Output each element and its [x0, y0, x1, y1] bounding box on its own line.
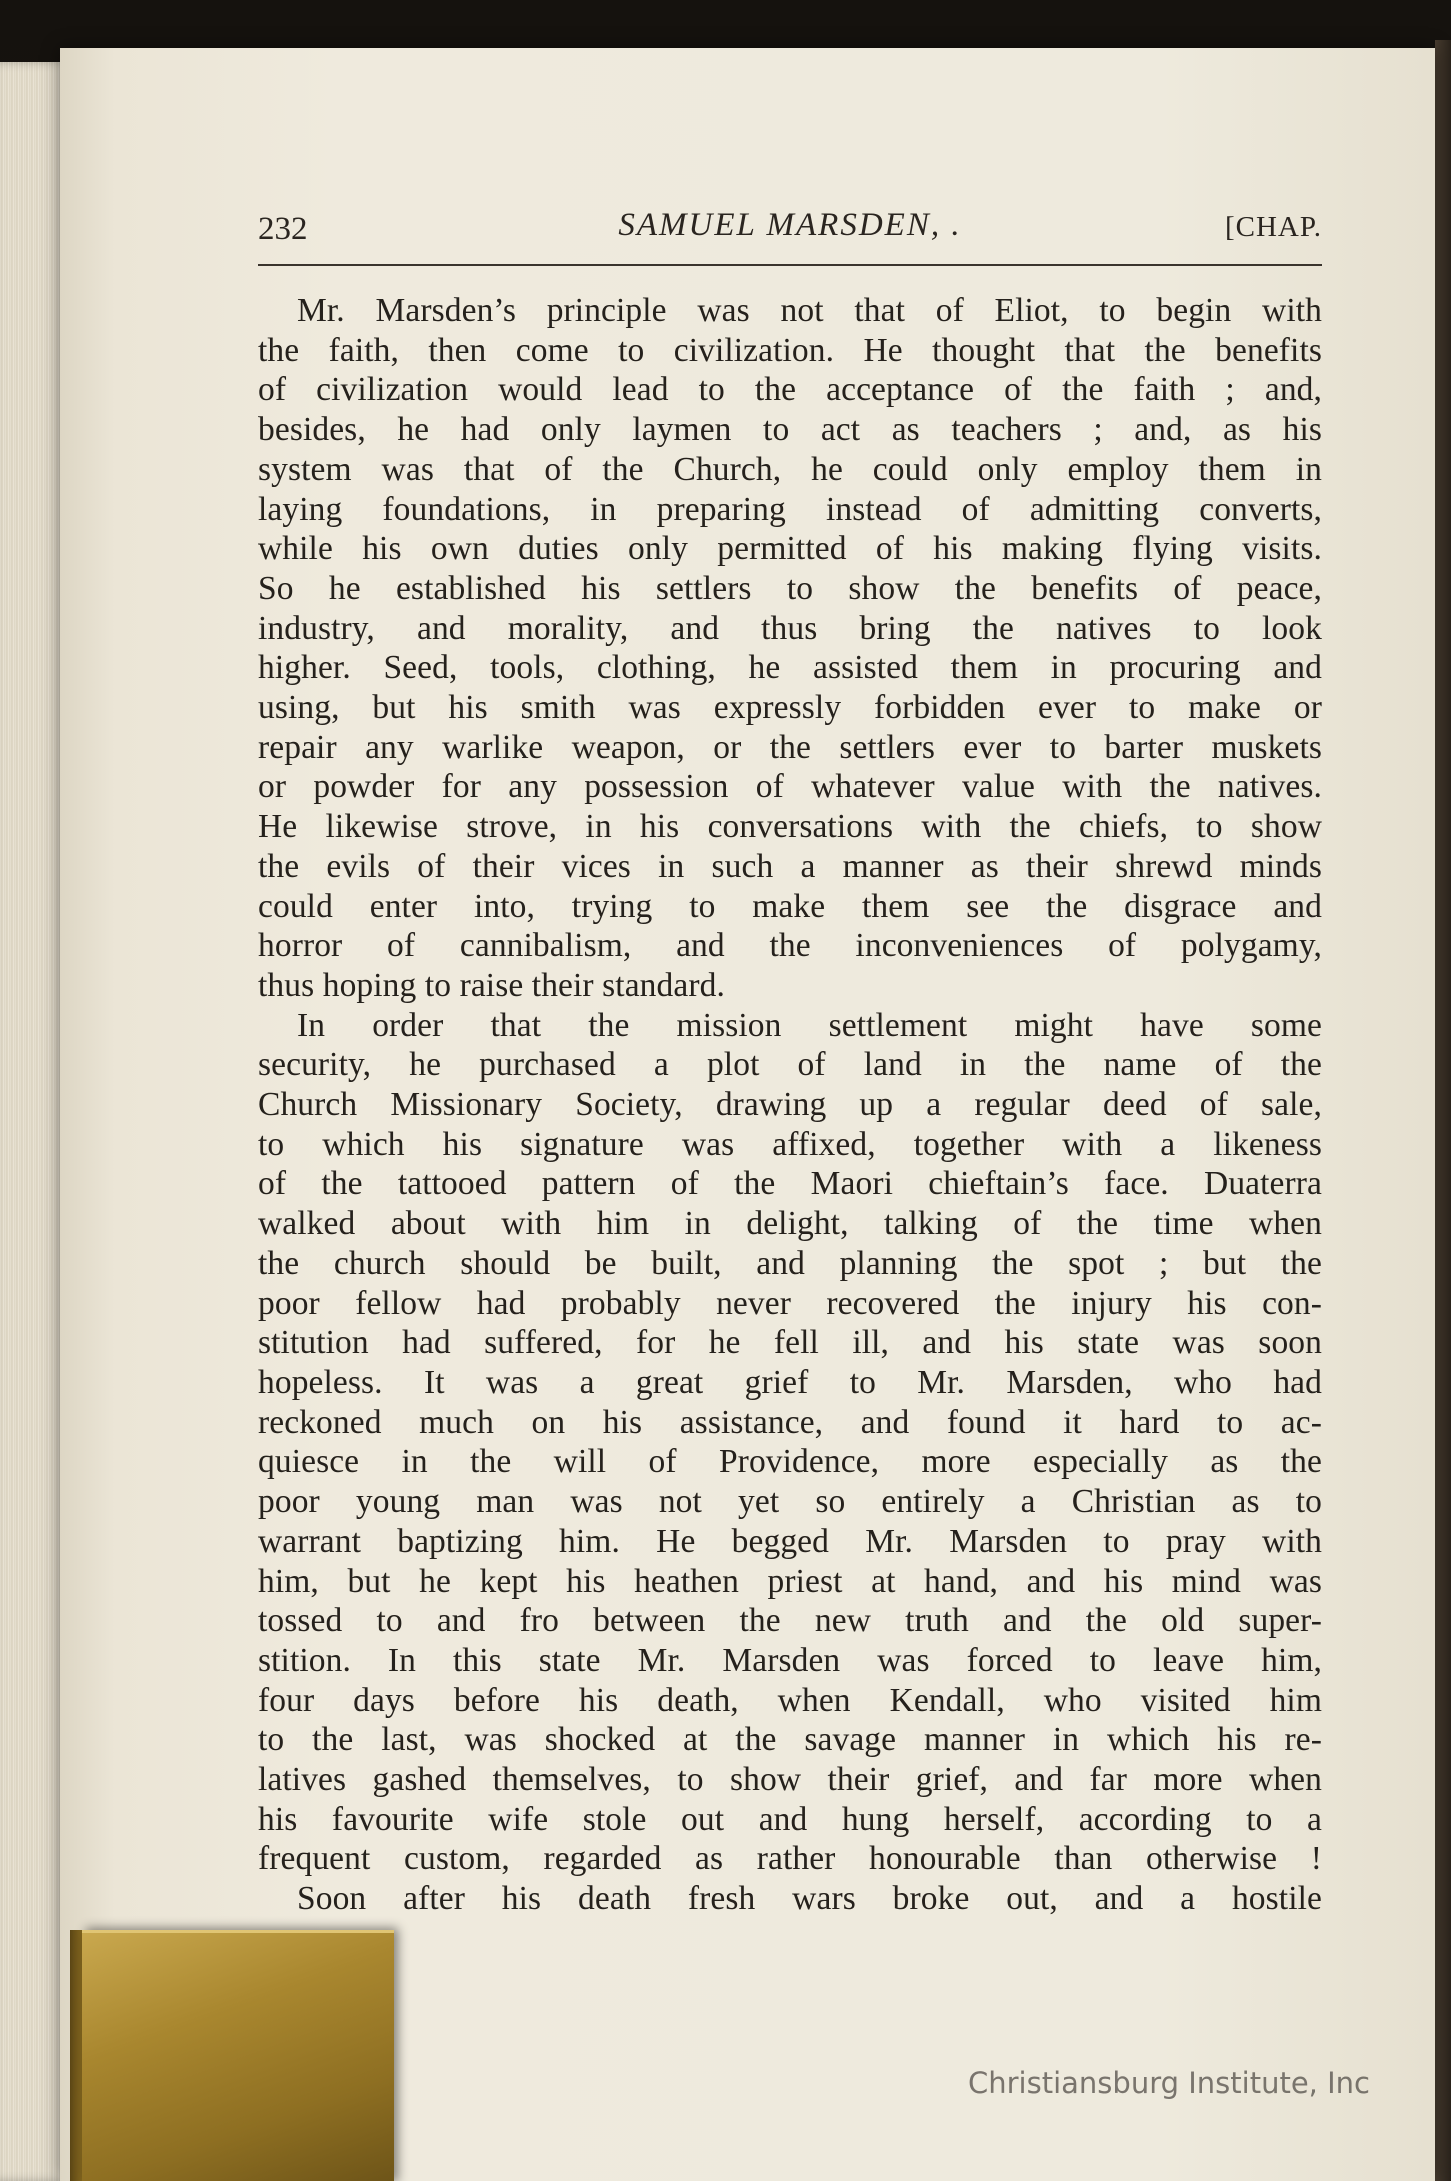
text-line: security, he purchased a plot of land in the name of the	[258, 1046, 1322, 1084]
watermark: Christiansburg Institute, Inc	[968, 2066, 1370, 2100]
text-line: repair any warlike weapon, or the settlers ever to barter muskets	[258, 728, 1322, 766]
text-line: So he established his settlers to show the benefits of peace,	[258, 569, 1322, 607]
text-line: Mr. Marsden’s principle was not that of Eliot, to begin with	[297, 292, 1322, 329]
text-line: hopeless. It was a great grief to Mr. Marsden, who had	[258, 1363, 1322, 1401]
text-line: He likewise strove, in his conversations with the chiefs, to show	[258, 808, 1322, 846]
text-line: stition. In this state Mr. Marsden was forced to leave him,	[258, 1641, 1322, 1679]
text-line: frequent custom, regarded as rather honourable than otherwise !	[258, 1840, 1322, 1878]
text-line: Soon after his death fresh wars broke out, and a hostile	[297, 1880, 1322, 1918]
book-cover-edge	[1435, 40, 1451, 2181]
text-line: warrant baptizing him. He begged Mr. Marsden to pray with	[258, 1522, 1322, 1560]
running-title: SAMUEL MARSDEN, .	[618, 207, 962, 243]
text-line: besides, he had only laymen to act as teachers ; and, as his	[258, 411, 1322, 449]
text-line: poor fellow had probably never recovered the injury his con-	[258, 1284, 1322, 1322]
text-line: higher. Seed, tools, clothing, he assisted them in procuring and	[258, 649, 1322, 687]
text-line: quiesce in the will of Providence, more especially as the	[258, 1443, 1322, 1481]
text-line: latives gashed themselves, to show their grief, and far more when	[258, 1761, 1322, 1799]
page-number: 232	[258, 211, 308, 247]
body-text	[258, 291, 1322, 1919]
text-line: walked about with him in delight, talking of the time when	[258, 1205, 1322, 1243]
text-line: laying foundations, in preparing instead of admitting converts,	[258, 490, 1322, 528]
text-line: In order that the mission settlement might have some	[297, 1006, 1322, 1044]
text-line: him, but he kept his heathen priest at hand, and his mind was	[258, 1562, 1322, 1600]
chapter-label: [CHAP.	[1224, 211, 1322, 243]
text-line: system was that of the Church, he could only employ them in	[258, 450, 1322, 488]
text-line: four days before his death, when Kendall, who visited him	[258, 1681, 1322, 1719]
running-header	[258, 205, 1322, 255]
text-line: to the last, was shocked at the savage manner in which his re-	[258, 1721, 1322, 1759]
brass-clip	[82, 1930, 394, 2181]
text-line: of civilization would lead to the acceptance of the faith ; and,	[258, 371, 1322, 409]
text-line: reckoned much on his assistance, and found it hard to ac-	[258, 1403, 1322, 1441]
text-line: his favourite wife stole out and hung herself, according to a	[258, 1800, 1322, 1838]
text-line: the faith, then come to civilization. He thought that the benefits	[258, 331, 1322, 369]
text-line: to which his signature was affixed, together with a likeness	[258, 1125, 1322, 1163]
text-line: or powder for any possession of whatever value with the natives.	[258, 768, 1322, 806]
text-line: stitution had suffered, for he fell ill, and his state was soon	[258, 1324, 1322, 1362]
text-line: while his own duties only permitted of his making flying visits.	[258, 530, 1322, 568]
text-line: industry, and morality, and thus bring the natives to look	[258, 609, 1322, 647]
text-line: Church Missionary Society, drawing up a regular deed of sale,	[258, 1086, 1322, 1124]
text-line: the evils of their vices in such a manner as their shrewd minds	[258, 847, 1322, 885]
header-rule	[258, 264, 1322, 266]
text-line: using, but his smith was expressly forbidden ever to make or	[258, 689, 1322, 727]
text-line: horror of cannibalism, and the inconveniences of polygamy,	[258, 927, 1322, 965]
text-line: thus hoping to raise their standard.	[258, 966, 725, 1004]
text-line: tossed to and fro between the new truth and the old super-	[258, 1602, 1322, 1640]
text-line: poor young man was not yet so entirely a Christian as to	[258, 1483, 1322, 1521]
text-line: the church should be built, and planning the spot ; but the	[258, 1244, 1322, 1282]
text-line: of the tattooed pattern of the Maori chieftain’s face. Duaterra	[258, 1165, 1322, 1203]
text-line: could enter into, trying to make them see the disgrace and	[258, 887, 1322, 925]
